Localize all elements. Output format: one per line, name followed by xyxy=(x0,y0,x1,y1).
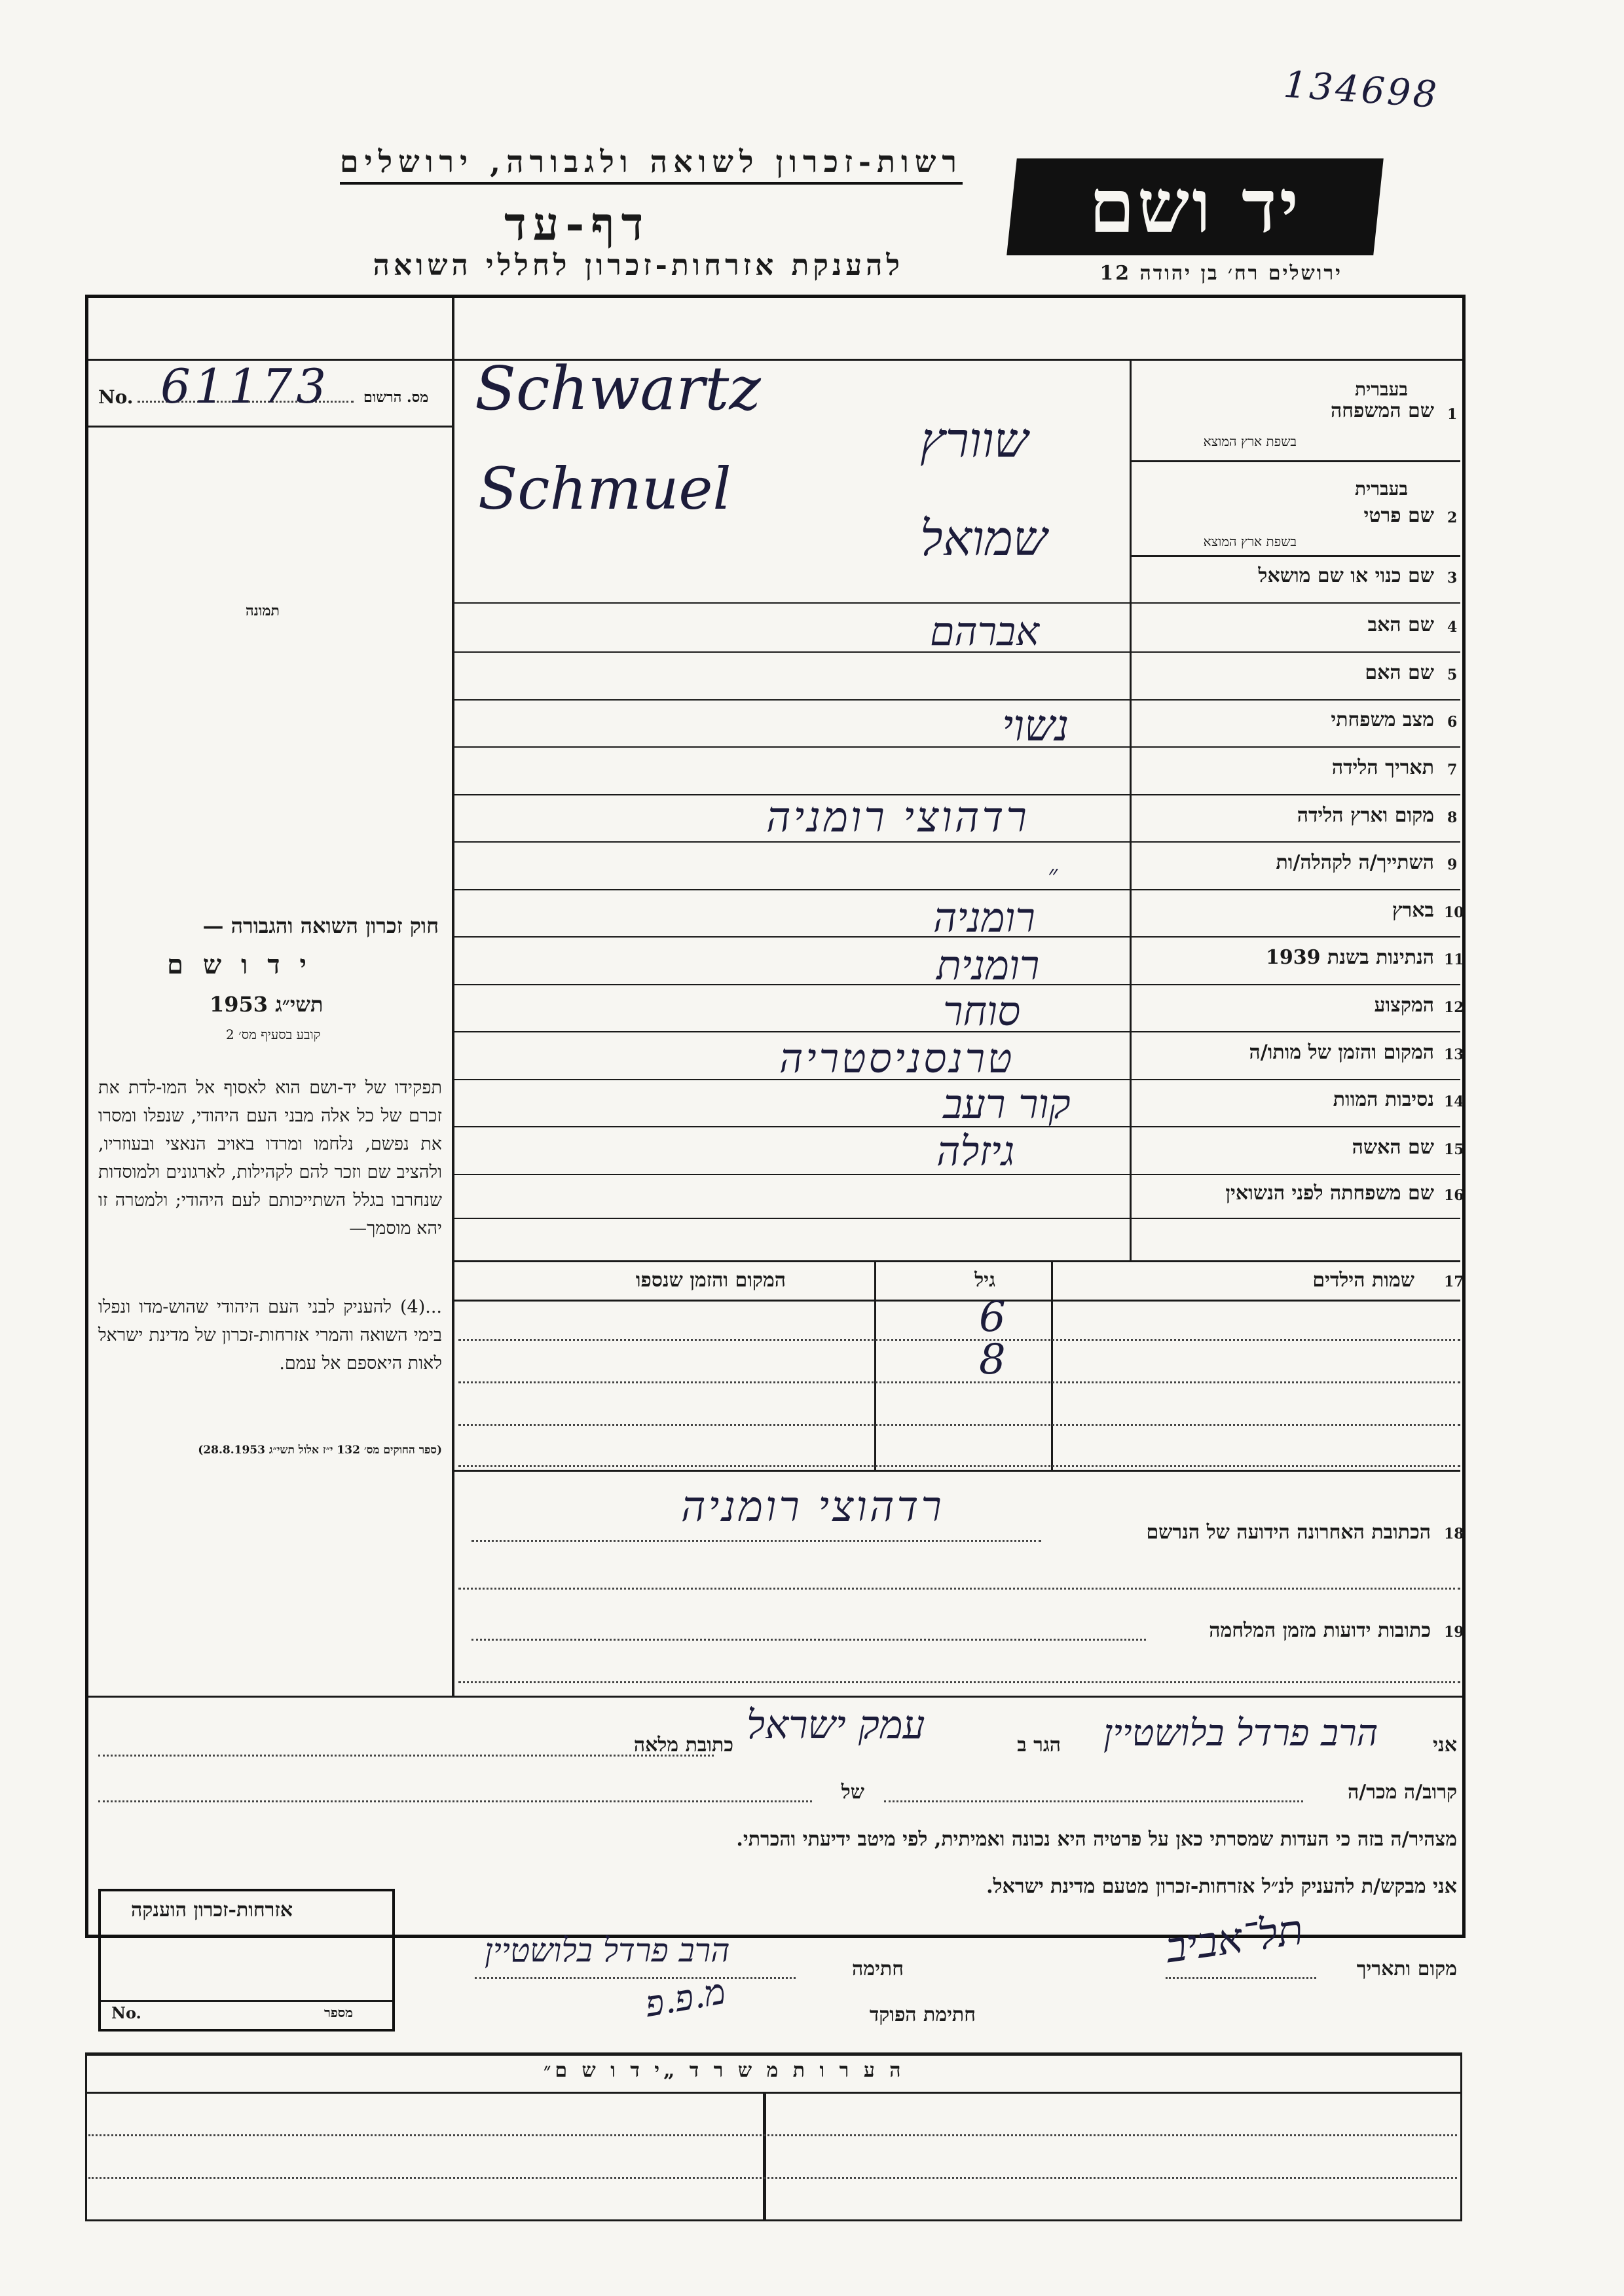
field-3-num: 3 xyxy=(1447,570,1458,587)
field-9-value: ״ xyxy=(1048,860,1058,890)
field-10-label: בארץ xyxy=(1392,899,1434,922)
citizenship-number-label: מספר xyxy=(324,2005,353,2020)
declaration-statement-1: מצהיר/ה בזה כי העדות שמסרתי כאן על פרטיה היא נכונה ואמיתית, לפי מיטב ידיעתי והכרתי. xyxy=(736,1828,1457,1851)
children-num: 17 xyxy=(1444,1273,1464,1290)
field-15-value: גיזלה xyxy=(936,1127,1015,1175)
field-2-hebrew: שמואל xyxy=(920,511,1048,567)
law-paragraph-2: ...(4) להעניק לבני העם היהודי שהוש-מדו ונפלו בימי השואה והמרי אזרחות-זכרון של מדינת ישראל לאות היאספם אל עמם. xyxy=(98,1297,442,1374)
field-13-value: טרנסניסטריה xyxy=(779,1034,1015,1082)
signature-label: חתימה xyxy=(852,1958,904,1980)
field-5-num: 5 xyxy=(1447,666,1458,683)
signature-value: הרב פרדל בלושטיין xyxy=(485,1931,730,1969)
citizenship-box-title: אזרחות-זכרון הוענקה xyxy=(131,1899,293,1922)
field-9-label: השתייך/ה לקהלה/ות xyxy=(1276,851,1434,874)
law-citation: (ספר החוקים מס׳ 132 י״ז אלול תשי״ג 28.8.1953) xyxy=(198,1444,442,1457)
declarant-name: הרב פרדל בלושטיין xyxy=(1103,1712,1378,1755)
field-2-sub-top: בעברית xyxy=(1354,478,1408,500)
form-subtitle: להענקת אזרחות-זכרון לחללי השואה xyxy=(373,249,904,282)
declaration-resides-label: הגר ב xyxy=(1017,1734,1061,1757)
field-8-num: 8 xyxy=(1447,809,1458,826)
authority-title: רשות-זכרון לשואה ולגבורה, ירושלים xyxy=(340,144,963,185)
field-14-value: קור רעב xyxy=(943,1080,1071,1128)
field-7-num: 7 xyxy=(1447,761,1458,778)
address: ירושלים רח׳ בן יהודה 12 xyxy=(1099,262,1342,285)
law-name: י ד ו ש ם xyxy=(167,949,312,980)
field-1-latin: Schwartz xyxy=(475,354,761,424)
registration-label: מס. הרשום xyxy=(363,389,429,406)
logo-text: יד ושם xyxy=(1088,164,1302,249)
registration-no-label: No. xyxy=(98,386,134,408)
field-14-label: נסיבות המוות xyxy=(1333,1088,1434,1111)
field-11-value: רומנית xyxy=(936,941,1040,989)
field-11-num: 11 xyxy=(1444,951,1464,968)
child-1-age: 6 xyxy=(979,1293,1006,1341)
office-notes-title: ה ע ר ו ת מ ש ר ד „י ד ו ש ם״ xyxy=(544,2059,905,2082)
law-section: קובע בסעיף מס׳ 2 xyxy=(226,1027,321,1042)
place-date-value: תל־אביב xyxy=(1162,1905,1306,1973)
field-1-sub-bottom: בשפת ארץ המוצא xyxy=(1203,433,1297,449)
field-7-label: תאריך הלידה xyxy=(1331,756,1434,779)
official-signature-value: מ.פ.פ xyxy=(642,1970,729,2026)
field-10-num: 10 xyxy=(1444,904,1464,921)
citizenship-no-label: No. xyxy=(111,2003,141,2022)
field-1-num: 1 xyxy=(1447,406,1458,423)
field-2-latin: Schmuel xyxy=(478,455,731,522)
field-5-label: שם האם xyxy=(1365,661,1434,684)
field-15-label: שם האשה xyxy=(1352,1136,1434,1159)
field-9-num: 9 xyxy=(1447,856,1458,873)
field-8-value: רדהוצי רומניה xyxy=(766,793,1029,842)
field-1-sub-top: בעברית xyxy=(1354,378,1408,400)
field-12-label: המקצוע xyxy=(1374,994,1434,1017)
declaration-resides-value: עמק ישראל xyxy=(747,1702,925,1748)
field-14-num: 14 xyxy=(1444,1093,1464,1110)
field-18-label: הכתובת האחרונה הידועה של הנרשם xyxy=(1146,1521,1431,1544)
full-address-label: כתובת מלאה xyxy=(633,1734,733,1757)
form-title: דף-עד xyxy=(504,196,650,251)
of-label: של xyxy=(841,1781,864,1804)
archive-number: 134698 xyxy=(1282,63,1441,117)
field-13-num: 13 xyxy=(1444,1046,1464,1063)
law-title: חוק זכרון השואה והגבורה — xyxy=(202,913,439,938)
field-19-label: כתובות ידועות מזמן המלחמה xyxy=(1209,1619,1431,1642)
field-12-num: 12 xyxy=(1444,999,1464,1016)
field-12-value: סוחר xyxy=(943,987,1021,1035)
field-15-num: 15 xyxy=(1444,1141,1464,1158)
field-8-label: מקום וארץ הלידה xyxy=(1297,804,1434,827)
law-year: תשי״ג 1953 xyxy=(210,992,323,1017)
registration-number: 61173 xyxy=(160,359,331,414)
yad-vashem-logo xyxy=(1006,158,1384,255)
field-3-label: שם כנוי או שם מושאל xyxy=(1258,564,1434,587)
field-18-num: 18 xyxy=(1444,1525,1464,1542)
field-2-num: 2 xyxy=(1447,509,1458,526)
children-header-age: גיל xyxy=(974,1269,995,1292)
law-paragraph-1: תפקידו של יד-ושם הוא לאסוף אל המו-לדת את זכרם של כל אלה מבני העם היהודי, שנפלו ומסרו את נפשם, נלחמו ומרדו באויב הנאצי ובעוזריו, ולהציב שם וזכר להם לקהילות, לארגונים ולמוסדות שנחרבו בגלל השתייכותם לעם היהודי; ולמטרה זו יהא מוסמך— xyxy=(98,1078,442,1239)
field-1-label: שם המשפחה xyxy=(1330,399,1434,422)
field-6-label: מצב משפחתי xyxy=(1331,708,1434,731)
children-header-place: המקום והזמן שנספו xyxy=(635,1269,786,1292)
child-2-age: 8 xyxy=(979,1336,1006,1384)
col-divider-left xyxy=(452,298,454,1696)
place-date-label: מקום ותאריך xyxy=(1356,1958,1457,1980)
children-header-names: שמות הילדים xyxy=(1312,1269,1414,1292)
field-6-num: 6 xyxy=(1447,714,1458,731)
declaration-i-label: אני xyxy=(1433,1734,1457,1757)
official-signature-label: חתימת הפוקד xyxy=(869,2003,976,2026)
field-6-value: נשוי xyxy=(1002,701,1069,751)
field-19-num: 19 xyxy=(1444,1624,1464,1641)
field-4-label: שם האב xyxy=(1367,613,1434,636)
field-10-value: רומניה xyxy=(933,894,1035,941)
photo-label: תמונה xyxy=(246,602,280,619)
field-16-num: 16 xyxy=(1444,1187,1464,1204)
relative-label: קרוב/ה מכר/ה xyxy=(1348,1781,1457,1804)
declaration-statement-2: אני מבקש/ת להעניק לנ״ל אזרחות-זכרון מטעם מדינת ישראל. xyxy=(986,1875,1457,1898)
field-16-label: שם משפחתה לפני הנשואין xyxy=(1225,1182,1434,1205)
field-1-hebrew: שוורץ xyxy=(920,412,1029,469)
field-18-value: רדהוצי רומניה xyxy=(681,1483,944,1531)
office-notes-divider xyxy=(763,2092,766,2219)
field-11-label: הנתינות בשנת 1939 xyxy=(1265,946,1434,969)
field-2-label: שם פרטי xyxy=(1363,504,1434,527)
field-4-num: 4 xyxy=(1447,619,1458,636)
field-4-value: אברהם xyxy=(930,609,1039,655)
field-2-sub-bottom: בשפת ארץ המוצא xyxy=(1203,534,1297,549)
field-13-label: המקום והזמן של מותו/ה xyxy=(1249,1041,1434,1064)
